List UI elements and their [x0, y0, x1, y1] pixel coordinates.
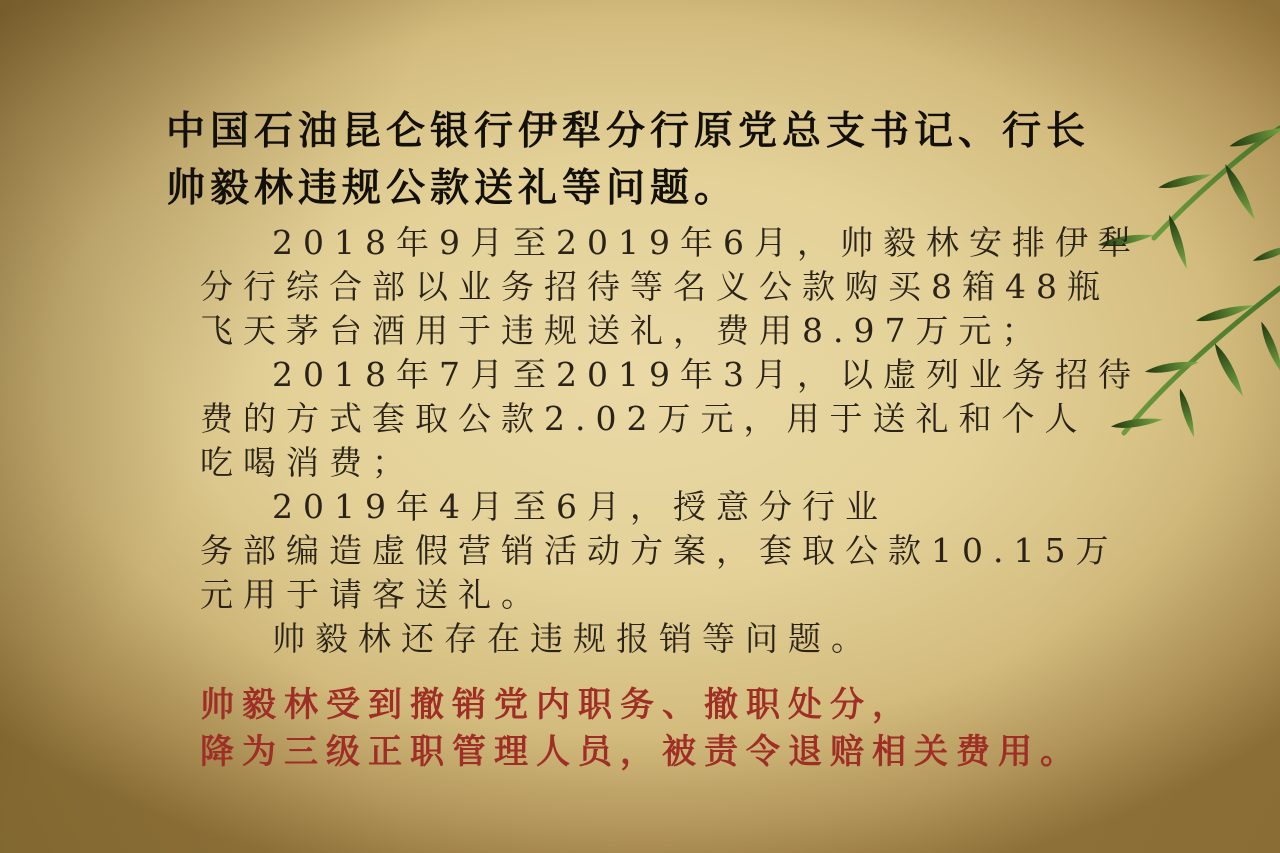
notice-title	[166, 103, 1090, 217]
body-line: 分行综合部以业务招待等名义公款购买8箱48瓶	[200, 267, 1110, 306]
body-line: 2018年7月至2019年3月，以虚列业务招待	[272, 355, 1141, 394]
body-line: 帅毅林还存在违规报销等问题。	[272, 619, 874, 658]
body-line: 务部编造虚假营销活动方案，套取公款10.15万	[200, 531, 1119, 570]
title-line-1: 中国石油昆仑银行伊犁分行原党总支书记、行长	[166, 110, 1091, 153]
title-line-2: 帅毅林违规公款送礼等问题。	[166, 167, 739, 210]
punishment-verdict	[200, 682, 1082, 776]
body-line: 元用于请客送礼。	[200, 575, 544, 614]
body-line: 2018年9月至2019年6月，帅毅林安排伊犁	[272, 223, 1141, 262]
verdict-line-2: 降为三级正职管理人员，被责令退赔相关费用。	[200, 732, 1082, 772]
body-line: 费的方式套取公款2.02万元，用于送礼和个人	[200, 399, 1088, 438]
body-line: 飞天茅台酒用于违规送礼，费用8.97万元；	[200, 311, 1045, 350]
body-line: 吃喝消费；	[200, 443, 415, 482]
verdict-line-1: 帅毅林受到撤销党内职务、撤职处分，	[200, 685, 914, 725]
notice-body	[200, 221, 1141, 661]
body-line: 2019年4月至6月，授意分行业	[272, 487, 888, 526]
